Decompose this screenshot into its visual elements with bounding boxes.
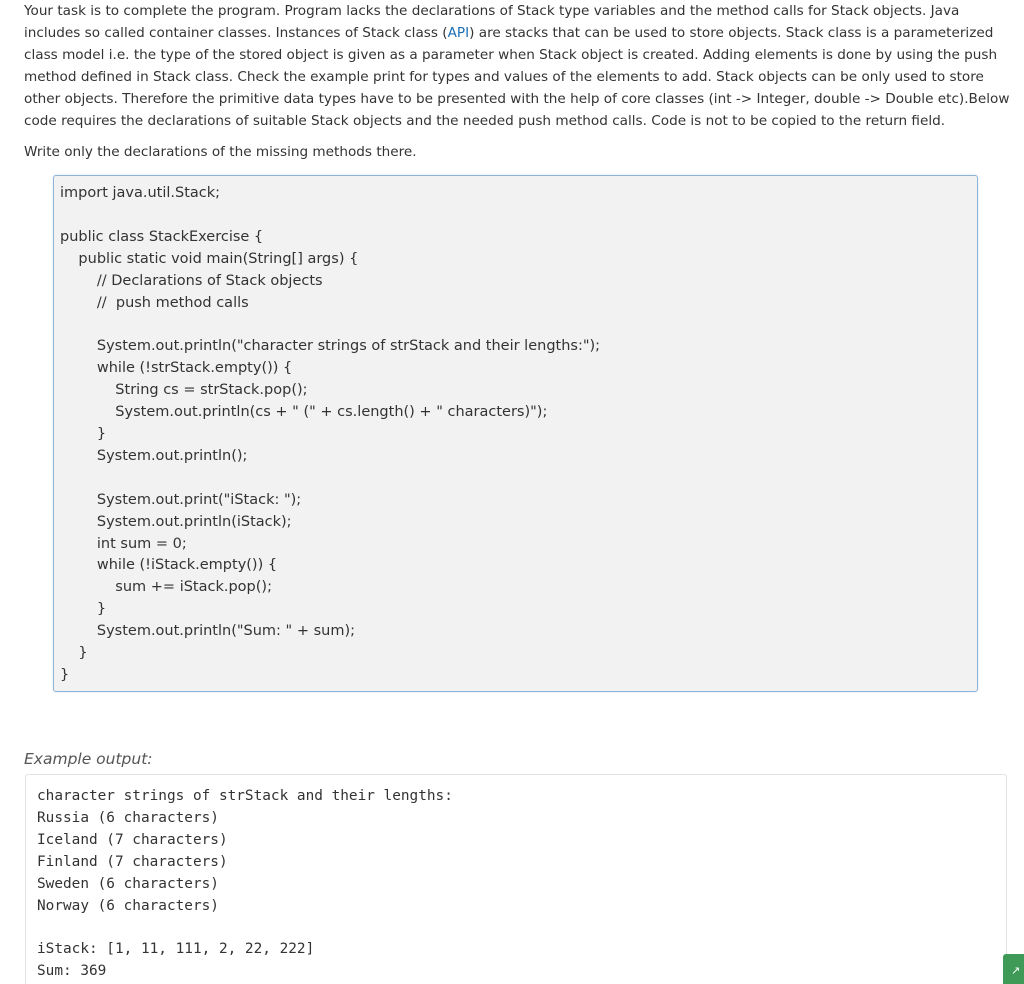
example-output-label: Example output: (24, 750, 153, 768)
task-text-after-link: ) are stacks that can be used to store objects. Stack class is a parameterized class model i.e. the type of the stored object is given as a parameter when Stack object is created. Adding elements is done by using the push method defined in Stack class. Check the example print for types and values of the elements to add. Stack objects can be only used to store other objects. Therefore the primitive data types have to be presented with the help of core classes (int -> Integer, double -> Double etc).Below code requires the declarations of suitable Stack objects and the needed push method calls. Code is not to be copied to the return field. (24, 25, 1010, 129)
task-description (24, 0, 1014, 132)
expand-icon: ↗ (1011, 964, 1021, 977)
example-output-box (25, 774, 1007, 984)
expand-button[interactable] (1003, 954, 1024, 984)
api-link[interactable]: API (447, 25, 470, 41)
code-content[interactable]: import java.util.Stack; public class StackExercise { public static void main(String[] args) { // Declarations of Stack objects // push method calls System.out.println("character strings of strStack and their lengths:"); while (!strStack.empty()) { String cs = strStack.pop(); System.out.println(cs + " (" + cs.length() + " characters)"); } System.out.println(); System.out.print("iStack: "); System.out.println(iStack); int sum = 0; while (!iStack.empty()) { sum += iStack.pop(); } System.out.println("Sum: " + sum); } } (60, 185, 601, 683)
code-editor[interactable] (53, 175, 978, 692)
instruction-text: Write only the declarations of the missing methods there. (24, 144, 417, 160)
example-output-content: character strings of strStack and their lengths: Russia (6 characters) Iceland (7 characters) Finland (7 characters) Sweden (6 characters) Norway (6 characters) iStack: [1, 11, 111, 2, 22, 222] Sum: 369 (37, 788, 453, 980)
task-text-before-link: Your task is to complete the program. Program lacks the declarations of Stack type variables and the method calls for Stack objects. Java includes so called container classes. Instances of Stack class ( (24, 3, 960, 41)
